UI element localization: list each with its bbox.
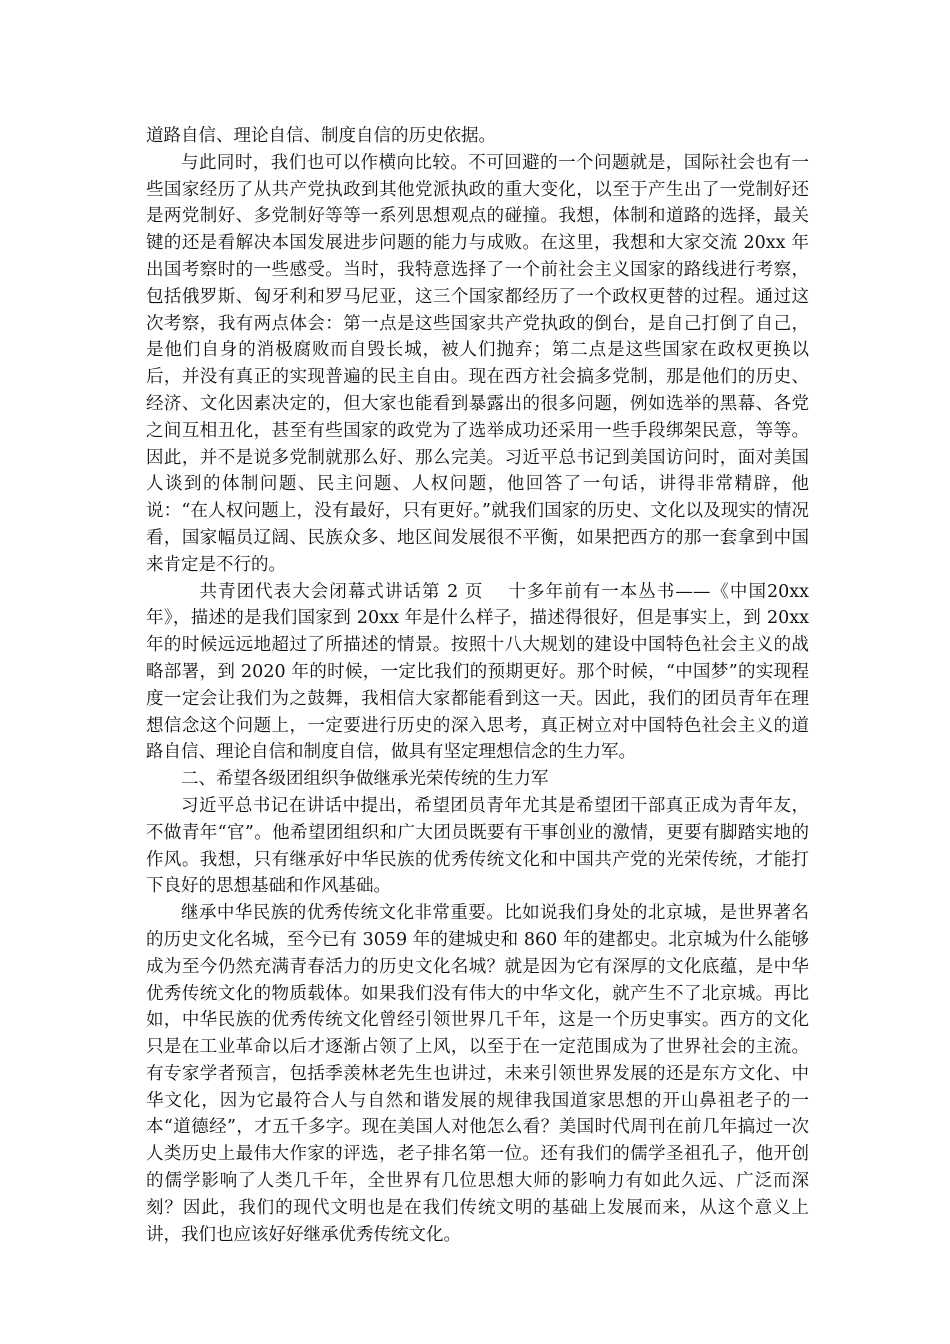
paragraph-youth-friend: 习近平总书记在讲话中提出，希望团员青年尤其是希望团干部真正成为青年友，不做青年“官”。他希望团组织和广大团员既要有干事创业的激情，更要有脚踏实地的作风。我想，只有继承好中华民族的优秀传统文化和中国共产党的光荣传统，才能打下良好的思想基础和作风基础。 <box>146 795 809 897</box>
paragraph-horizontal-comparison: 与此同时，我们也可以作横向比较。不可回避的一个问题就是，国际社会也有一些国家经历了从共产党执政到其他党派执政的重大变化，以至于产生出了一党制好还是两党制好、多党制好等等一系列思想观点的碰撞。我想，体制和道路的选择，最关键的还是看解决本国发展进步问题的能力与成败。在这里，我想和大家交流 20xx 年出国考察时的一些感受。当时，我特意选择了一个前社会主义国家的路线进行考察，包括俄罗斯、匈牙利和罗马尼亚，这三个国家都经历了一个政权更替的过程。通过这次考察，我有两点体会：第一点是这些国家共产党执政的倒台，是自己打倒了自己，是他们自身的消极腐败而自毁长城，被人们抛弃；第二点是这些国家在政权更换以后，并没有真正的实现普遍的民主自由。现在西方社会搞多党制，那是他们的历史、经济、文化因素决定的，但大家也能看到暴露出的很多问题，例如选举的黑幕、各党之间互相丑化，甚至有些国家的政党为了选举成功还采用一些手段绑架民意，等等。因此，并不是说多党制就那么好、那么完美。习近平总书记到美国访问时，面对美国人谈到的体制问题、民主问题、人权问题，他回答了一句话，讲得非常精辟，他说：“在人权问题上，没有最好，只有更好。”就我们国家的历史、文化以及现实的情况看，国家幅员辽阔、民族众多、地区间发展很不平衡，如果把西方的那一套拿到中国来肯定是不行的。 <box>146 152 809 575</box>
paragraph-continuation: 道路自信、理论自信、制度自信的历史依据。 <box>146 126 496 146</box>
paragraph-traditional-culture: 继承中华民族的优秀传统文化非常重要。比如说我们身处的北京城，是世界著名的历史文化名城，至今已有 3059 年的建城史和 860 年的建都史。北京城为什么能够成为至今仍然充满青春活力的历史文化名城？就是因为它有深厚的文化底蕴，是中华优秀传统文化的物质载体。如果我们没有伟大的中华文化，就产生不了北京城。再比如，中华民族的优秀传统文化曾经引领世界几千年，这是一个历史事实。西方的文化只是在工业革命以后才逐渐占领了上风，以至于在一定范围成为了世界社会的主流。有专家学者预言，包括季羡林老先生也讲过，未来引领世界发展的还是东方文化、中华文化，因为它最符合人与自然和谐发展的规律我国道家思想的开山鼻祖老子的一本“道德经”，才五千多字。现在美国人对他怎么看？美国时代周刊在前几年搞过一次人类历史上最伟大作家的评选，老子排名第一位。还有我们的儒学圣祖孔子，他开创的儒学影响了人类几千年，全世界有几位思想大师的影响力有如此久远、广泛而深刻？因此，我们的现代文明也是在我们传统文明的基础上发展而来，从这个意义上讲，我们也应该好好继承优秀传统文化。 <box>146 903 809 1245</box>
paragraph-china-2020: 共青团代表大会闭幕式讲话第 2 页 十多年前有一本丛书——《中国20xx 年》，描述的是我们国家到 20xx 年是什么样子，描述得很好，但是事实上，到 20xx 年的时候远远地超过了所描述的情景。按照十八大规划的建设中国特色社会主义的战略部署，到 2020 年的时候，一定比我们的预期更好。那个时候，“中国梦”的实现程度一定会让我们为之鼓舞，我相信大家都能看到这一天。因此，我们的团员青年在理想信念这个问题上，一定要进行历史的深入思考，真正树立对中国特色社会主义的道路自信、理论自信和制度自信，做具有坚定理想信念的生力军。 <box>146 581 809 763</box>
section-heading-tradition: 二、希望各级团组织争做继承光荣传统的生力军 <box>181 769 549 790</box>
document-body <box>146 123 809 1248</box>
